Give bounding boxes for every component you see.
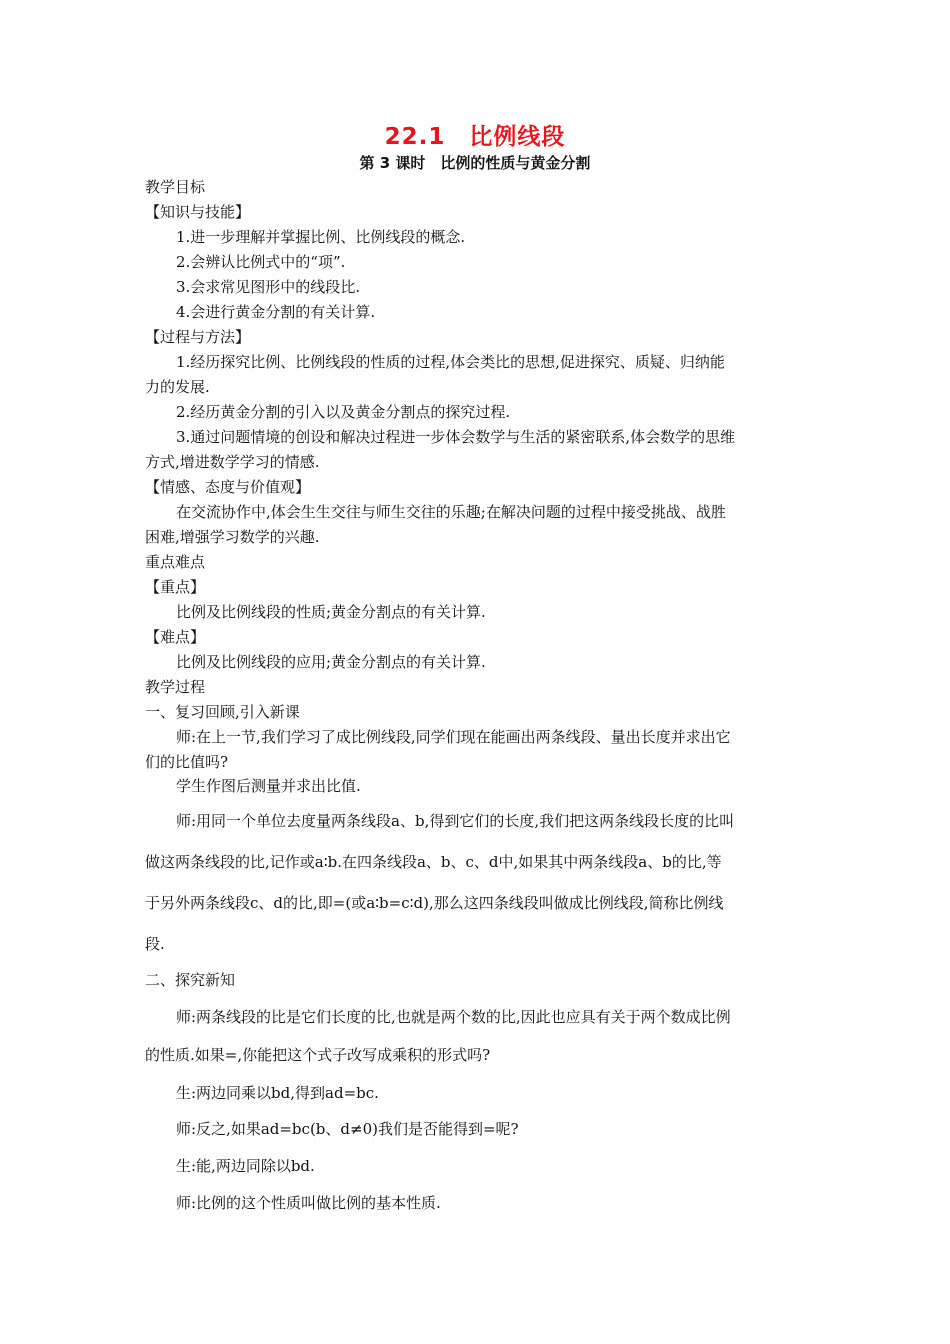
subsection-heading: 【重点】 (145, 578, 206, 596)
text-line: 比例及比例线段的性质;黄金分割点的有关计算. (176, 603, 486, 621)
text-line: 方式,增进数学学习的情感. (145, 453, 320, 471)
text-line: 段. (145, 935, 165, 953)
text-line: 师:反之,如果ad=bc(b、d≠0)我们是否能得到=呢? (176, 1120, 519, 1138)
text-line: 在交流协作中,体会生生交往与师生交往的乐趣;在解决问题的过程中接受挑战、战胜 (176, 503, 726, 521)
text-line: 做这两条线段的比,记作或a∶b.在四条线段a、b、c、d中,如果其中两条线段a、b的比,等 (145, 853, 722, 871)
subsection-heading: 【知识与技能】 (145, 203, 251, 221)
section-heading: 教学过程 (145, 678, 206, 696)
section-heading: 重点难点 (145, 553, 206, 571)
text-line: 于另外两条线段c、d的比,即=(或a∶b=c∶d),那么这四条线段叫做成比例线段,简称比例线 (145, 894, 724, 912)
text-line: 学生作图后测量并求出比值. (176, 777, 361, 795)
subsection-heading: 二、探究新知 (145, 971, 236, 989)
text-line: 困难,增强学习数学的兴趣. (145, 528, 320, 546)
section-heading: 教学目标 (145, 178, 206, 196)
text-line: 3.会求常见图形中的线段比. (176, 278, 361, 296)
text-line: 师:比例的这个性质叫做比例的基本性质. (176, 1194, 441, 1212)
text-line: 们的比值吗? (145, 753, 229, 771)
text-line: 4.会进行黄金分割的有关计算. (176, 303, 376, 321)
text-line: 的性质.如果=,你能把这个式子改写成乘积的形式吗? (145, 1046, 491, 1064)
text-line: 师:用同一个单位去度量两条线段a、b,得到它们的长度,我们把这两条线段长度的比叫 (176, 812, 735, 830)
text-line: 生:两边同乘以bd,得到ad=bc. (176, 1084, 379, 1102)
lesson-subtitle: 第 3 课时 比例的性质与黄金分割 (359, 154, 591, 172)
text-line: 1.进一步理解并掌握比例、比例线段的概念. (176, 228, 466, 246)
text-line: 生:能,两边同除以bd. (176, 1157, 315, 1175)
subsection-heading: 【过程与方法】 (145, 328, 251, 346)
text-line: 师:两条线段的比是它们长度的比,也就是两个数的比,因此也应具有关于两个数成比例 (176, 1008, 731, 1026)
text-line: 1.经历探究比例、比例线段的性质的过程,体会类比的思想,促进探究、质疑、归纳能 (176, 353, 725, 371)
subsection-heading: 一、复习回顾,引入新课 (145, 703, 300, 721)
text-line: 2.会辨认比例式中的“项”. (176, 253, 346, 271)
subsection-heading: 【难点】 (145, 628, 206, 646)
text-line: 力的发展. (145, 378, 210, 396)
text-line: 3.通过问题情境的创设和解决过程进一步体会数学与生活的紧密联系,体会数学的思维 (176, 428, 736, 446)
text-line: 比例及比例线段的应用;黄金分割点的有关计算. (176, 653, 486, 671)
lesson-title: 22.1 比例线段 (384, 124, 566, 150)
subsection-heading: 【情感、态度与价值观】 (145, 478, 311, 496)
text-line: 师:在上一节,我们学习了成比例线段,同学们现在能画出两条线段、量出长度并求出它 (176, 728, 731, 746)
text-line: 2.经历黄金分割的引入以及黄金分割点的探究过程. (176, 403, 511, 421)
